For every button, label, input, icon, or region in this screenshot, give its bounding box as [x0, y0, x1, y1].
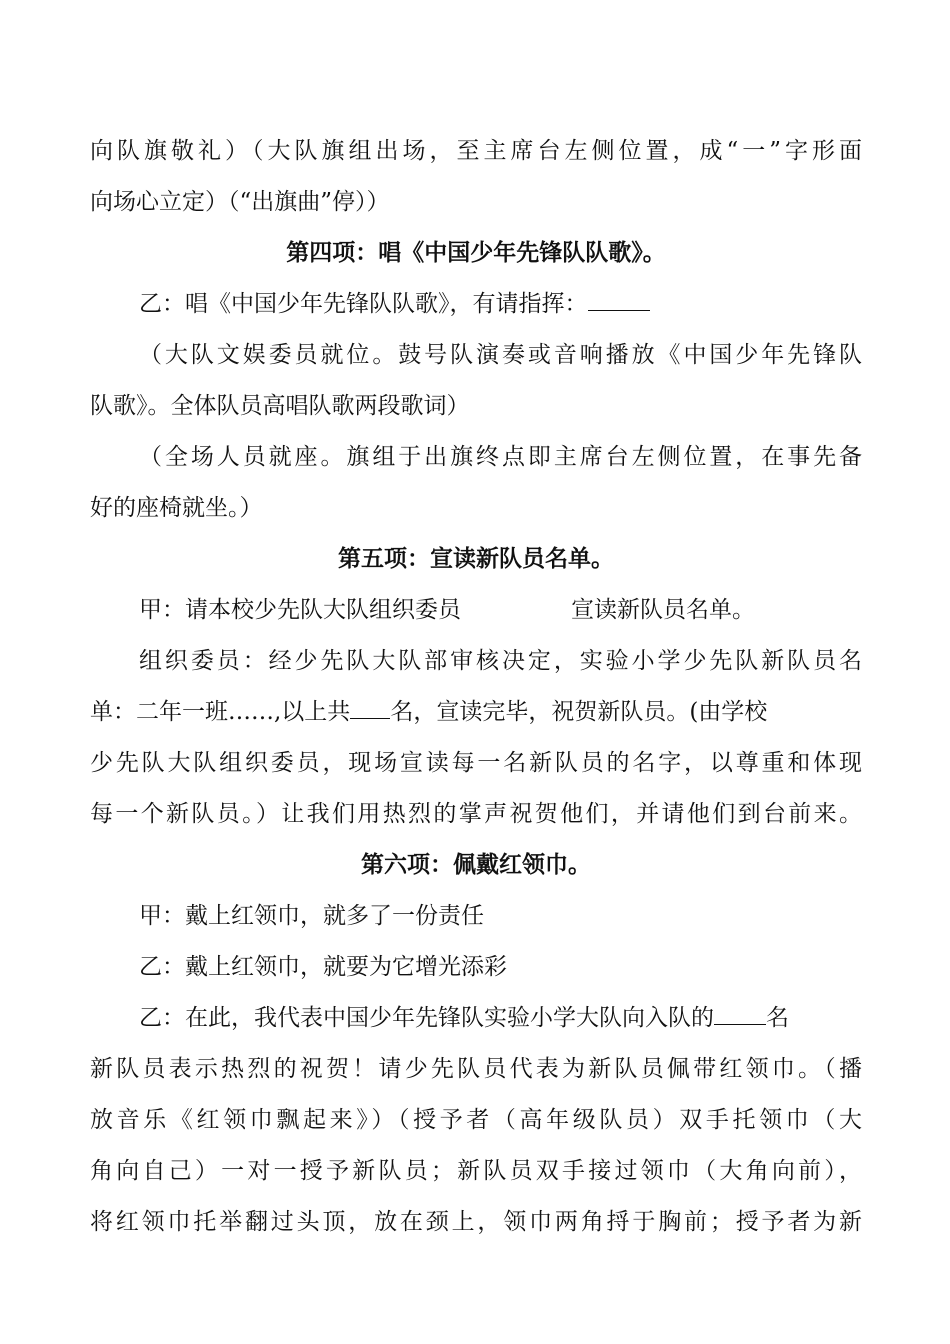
line-text: 单：二年一班……,以上共: [90, 699, 351, 725]
paragraph-line: 队歌》。全体队员高唱队歌两段歌词）: [90, 393, 470, 419]
paragraph-line: 每一个新队员。）让我们用热烈的掌声祝贺他们，并请他们到台前来。: [90, 801, 862, 827]
line-text: 名，宣读完毕，祝贺新队员。(由学校: [390, 699, 768, 725]
fill-in-blank: [588, 280, 650, 311]
paragraph-line: 将红领巾托举翻过头顶，放在颈上，领巾两角捋于胸前；授予者为新: [90, 1209, 862, 1235]
paragraph-line: 少先队大队组织委员，现场宣读每一名新队员的名字，以尊重和体现: [90, 750, 862, 776]
paragraph-line: 放音乐《红领巾飘起来》）（授予者（高年级队员）双手托领巾（大: [90, 1107, 862, 1133]
paragraph-line: [90, 585, 862, 636]
document-page: [90, 126, 862, 1248]
paragraph-line: （大队文娱委员就位。鼓号队演奏或音响播放《中国少年先锋队: [139, 342, 862, 368]
fill-in-blank: [714, 994, 766, 1025]
paragraph-line: [90, 687, 862, 738]
line-text: 宣读新队员名单。: [571, 597, 755, 623]
paragraph-line: 新队员表示热烈的祝贺！请少先队员代表为新队员佩带红领巾。（播: [90, 1056, 862, 1082]
section-heading-4: 第四项：唱《中国少年先锋队队歌》。: [286, 240, 666, 266]
paragraph-line: 组织委员：经少先队大队部审核决定，实验小学少先队新队员名: [139, 648, 862, 674]
line-text: 甲：请本校少先队大队组织委员: [139, 597, 461, 623]
paragraph-line: [90, 279, 862, 330]
paragraph-line: 向队旗敬礼）（大队旗组出场，至主席台左侧位置，成“一”字形面: [90, 138, 862, 164]
section-heading-5: 第五项：宣读新队员名单。: [338, 546, 614, 572]
paragraph-line: 乙：戴上红领巾，就要为它增光添彩: [139, 954, 507, 980]
paragraph-line: （全场人员就座。旗组于出旗终点即主席台左侧位置，在事先备: [139, 444, 862, 470]
line-text: 乙：唱《中国少年先锋队队歌》，有请指挥：: [139, 291, 588, 317]
fill-in-blank: [350, 688, 390, 719]
line-text: 名: [766, 1005, 789, 1031]
paragraph-line: 向场心立定）（“出旗曲”停））: [90, 189, 390, 215]
line-text: 乙：在此，我代表中国少年先锋队实验小学大队向入队的: [139, 1005, 714, 1031]
paragraph-line: [90, 993, 862, 1044]
paragraph-line: 角向自己）一对一授予新队员；新队员双手接过领巾（大角向前），: [90, 1158, 862, 1184]
paragraph-line: 甲：戴上红领巾，就多了一份责任: [139, 903, 484, 929]
paragraph-line: 好的座椅就坐。）: [90, 495, 263, 521]
section-heading-6: 第六项：佩戴红领巾。: [361, 852, 591, 878]
